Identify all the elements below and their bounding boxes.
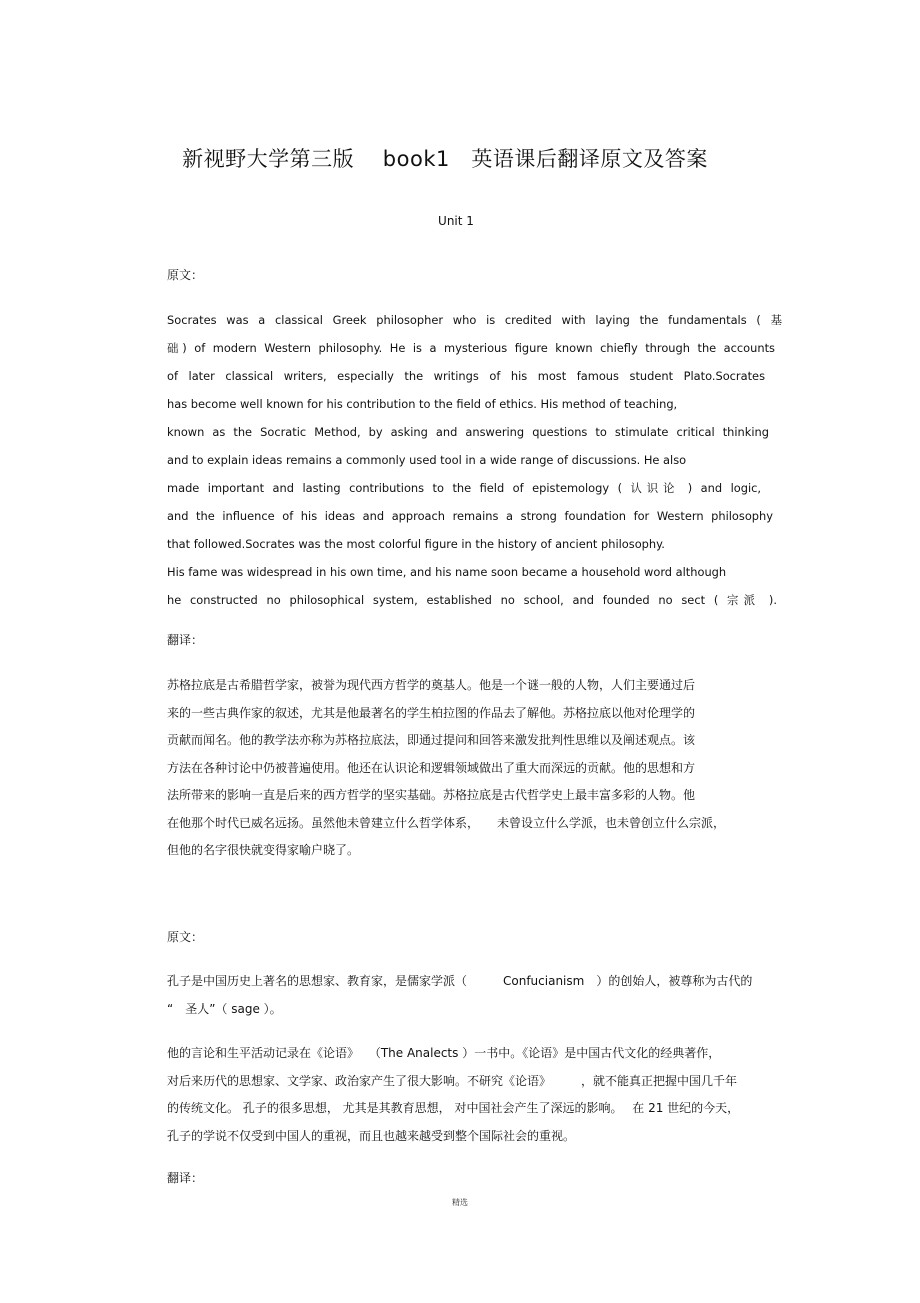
- text-line: 法所带来的影响一直是后来的西方哲学的坚实基础。苏格拉底是古代哲学史上最丰富多彩的人物。他: [167, 788, 696, 802]
- original-label-1: 原文：: [167, 268, 204, 282]
- text-line: 他的言论和生平活动记录在《论语》 （The Analects ）一书中。《论语》是中国古代文化的经典著作，: [167, 1046, 721, 1060]
- unit-heading: Unit 1: [438, 214, 474, 228]
- text-line: 来的一些古典作家的叙述，尤其是他最著名的学生柏拉图的作品去了解他。苏格拉底以他对伦理学的: [167, 705, 696, 720]
- text-line: and to explain ideas remains a commonly used tool in a wide range of discussions. He also: [167, 453, 687, 467]
- text-line: “ 圣人”（ sage ）。: [167, 1001, 282, 1016]
- original-label-2: 原文：: [167, 930, 204, 944]
- text-line: that followed.Socrates was the most colorful figure in the history of ancient philosophy.: [167, 537, 665, 551]
- text-line: has become well known for his contribution to the field of ethics. His method of teaching,: [167, 397, 678, 411]
- text-line: and the influence of his ideas and approach remains a strong foundation for Western philosophy: [167, 509, 773, 523]
- text-line: His fame was widespread in his own time, and his name soon became a household word although: [167, 565, 727, 579]
- page-footer: 精选: [452, 1198, 468, 1207]
- text-line: 但他的名字很快就变得家喻户晓了。: [167, 843, 360, 857]
- text-line: 础) of modern Western philosophy. He is a mysterious figure known chiefly through the accounts: [167, 341, 775, 355]
- text-line: 对后来历代的思想家、文学家、政治家产生了很大影响。不研究《论语》 ，就不能真正把握中国几千年: [167, 1073, 738, 1088]
- text-line: known as the Socratic Method, by asking and answering questions to stimulate critical thinking: [167, 425, 769, 439]
- original-paragraph-2-part-2: [167, 1045, 782, 1155]
- translation-label-2: 翻译：: [167, 1171, 204, 1185]
- text-line: 孔子是中国历史上著名的思想家、教育家，是儒家学派（ Confucianism ）的创始人，被尊称为古代的: [167, 974, 753, 988]
- text-line: 孔子的学说不仅受到中国人的重视，而且也越来越受到整个国际社会的重视。: [167, 1128, 576, 1143]
- text-line: 的传统文化。 孔子的很多思想， 尤其是其教育思想， 对中国社会产生了深远的影响。 在 21 世纪的今天，: [167, 1101, 740, 1115]
- text-line: of later classical writers, especially the writings of his most famous student Plato.Socrates: [167, 369, 765, 383]
- text-line: 贡献而闻名。他的教学法亦称为苏格拉底法，即通过提问和回答来激发批判性思维以及阐述观点。该: [167, 733, 696, 747]
- translation-paragraph-1: [167, 677, 782, 870]
- document-title: 新视野大学第三版 book1 英语课后翻译原文及答案: [182, 147, 708, 171]
- text-line: 苏格拉底是古希腊哲学家，被誉为现代西方哲学的奠基人。他是一个谜一般的人物，人们主要通过后: [167, 678, 696, 692]
- text-line: Socrates was a classical Greek philosopher who is credited with laying the fundamentals ( 基: [167, 313, 782, 327]
- text-line: 在他那个时代已威名远扬。虽然他未曾建立什么哲学体系， 未曾设立什么学派，也未曾创立什么宗派，: [167, 815, 726, 830]
- text-line: he constructed no philosophical system, established no school, and founded no sect ( 宗派 ).: [167, 593, 777, 607]
- original-paragraph-1: [167, 312, 782, 620]
- original-paragraph-2-part-1: [167, 973, 782, 1028]
- text-line: 方法在各种讨论中仍被普遍使用。他还在认识论和逻辑领域做出了重大而深远的贡献。他的思想和方: [167, 760, 696, 775]
- text-line: made important and lasting contributions to the field of epistemology ( 认识论 ) and logic,: [167, 481, 761, 495]
- translation-label-1: 翻译：: [167, 633, 204, 647]
